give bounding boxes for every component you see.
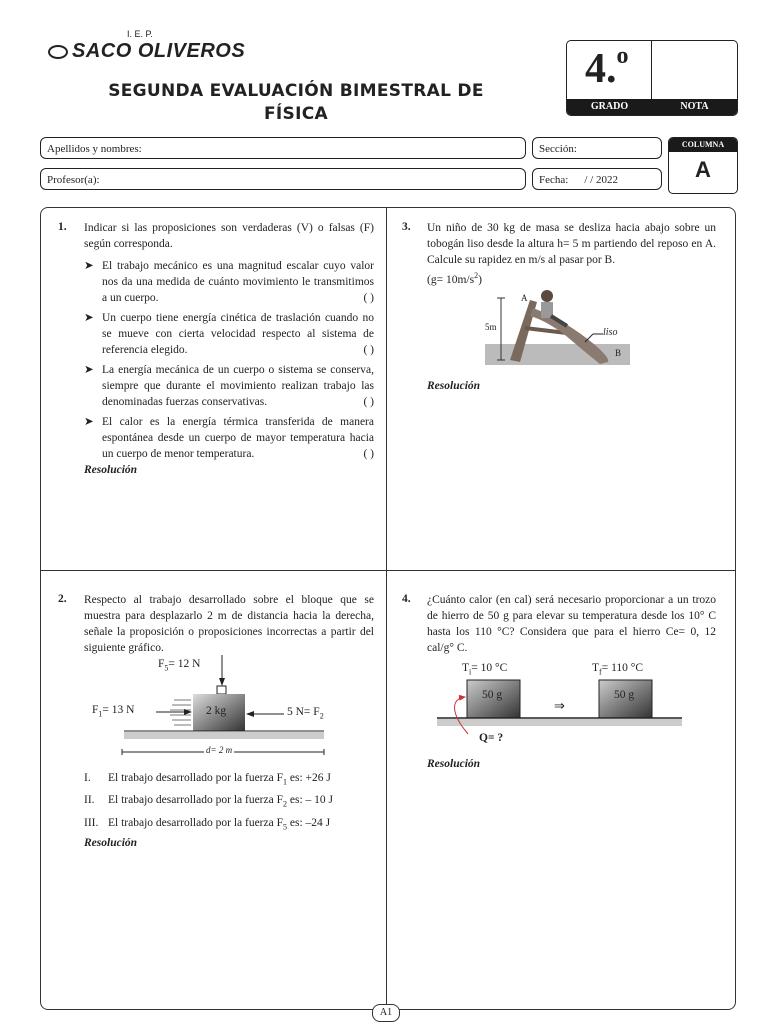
school-name: SACO OLIVEROS	[72, 40, 246, 62]
q1-item: ➤ El calor es la energía térmica transferida de manera espontánea desde un cuerpo de mayor temperatura hacia un cuerpo de menor temperatura. ( )	[84, 416, 374, 460]
q2-resolution-label: Resolución	[84, 836, 138, 849]
q1-item: ➤ La energía mecánica de un cuerpo o sistema se conserva, siempre que durante el movimiento realizan trabajo las denominadas fuerzas conservativas. ( )	[84, 364, 374, 408]
name-field[interactable]	[40, 137, 526, 159]
q3-gravity: $(g= 10m/s^2)$	[427, 271, 482, 286]
slide-diagram	[485, 290, 635, 365]
grade-label: GRADO	[590, 101, 629, 112]
heat-diagram	[437, 660, 692, 750]
q1-number: 1.	[58, 221, 67, 233]
question-3	[427, 220, 716, 288]
column-label: COLUMNA	[669, 138, 737, 152]
q3-number: 3.	[402, 221, 411, 233]
question-1	[84, 220, 374, 476]
q1-item: ➤ Un cuerpo tiene energía cinética de traslación cuando no se mueve con cierta velocidad respecto al sistema de referencia elegido. ( )	[84, 312, 374, 356]
teacher-label: Profesor(a):	[47, 174, 100, 186]
q1-text: Indicar si las proposiciones son verdaderas (V) o falsas (F) según corresponda.	[84, 222, 374, 250]
force-diagram	[84, 655, 374, 760]
section-label: Sección:	[539, 143, 577, 155]
transition-arrow-icon: ⇒	[554, 698, 565, 713]
answer-blank[interactable]: ( )	[363, 344, 374, 356]
bullet-arrow-icon: ➤	[84, 364, 94, 376]
teacher-field[interactable]	[40, 168, 526, 190]
score-label: NOTA	[680, 101, 709, 112]
q2-propositions	[84, 769, 384, 849]
name-label: Apellidos y nombres:	[47, 143, 142, 155]
q2-text: Respecto al trabajo desarrollado sobre el bloque que se muestra para desplazarlo 2 m de distancia hacia la derecha, señale la proposición o proposiciones incorrectas a partir del siguiente gráfico.	[84, 594, 374, 654]
q1-resolution-label: Resolución	[84, 464, 138, 476]
date-value: / / 2022	[584, 174, 618, 186]
bullet-arrow-icon: ➤	[84, 260, 94, 272]
q4-number: 4.	[402, 593, 411, 605]
point-a-label: A	[521, 293, 528, 303]
title-line-2: FÍSICA	[264, 104, 328, 124]
grade-score-box	[566, 40, 738, 116]
column-divider	[386, 207, 387, 1010]
q4-resolution-label: Resolución	[427, 758, 481, 770]
mass-final-label: 50 g	[614, 689, 635, 701]
answer-blank[interactable]: ( )	[363, 448, 374, 460]
q2-number: 2.	[58, 593, 67, 605]
distance-label: d= 2 m	[206, 745, 233, 755]
block-mass-label: 2 kg	[206, 705, 227, 717]
score-input[interactable]	[653, 41, 737, 99]
proposition: III. El trabajo desarrollado por la fuerza $F_5$ es: –24 J	[84, 816, 331, 831]
bullet-arrow-icon: ➤	[84, 312, 94, 324]
column-box	[668, 137, 738, 194]
page-number: A1	[372, 1004, 400, 1022]
point-b-label: B	[615, 348, 622, 358]
heat-label: Q= ?	[479, 732, 504, 744]
mass-initial-label: 50 g	[482, 689, 503, 701]
logo-icon	[48, 45, 68, 59]
proposition: I. El trabajo desarrollado por la fuerza $F_1$ es: +26 J	[84, 772, 331, 787]
q4-text: ¿Cuánto calor (en cal) será necesario proporcionar a un trozo de hierro de 50 g para elevar su temperatura desde los 10° C hasta los 110 °C? Considera que para el hierro Ce= 0, 12 cal/g° C.	[427, 594, 716, 654]
proposition: II. El trabajo desarrollado por la fuerza $F_2$ es: – 10 J	[84, 794, 333, 809]
force-f5-label: $F_5= 12$ N	[158, 658, 201, 673]
school-logo	[48, 40, 245, 63]
answer-blank[interactable]: ( )	[363, 292, 374, 304]
initial-temp-label: $T_i= 10$ °C	[462, 662, 508, 677]
exam-title	[90, 80, 502, 126]
column-value: A	[695, 157, 711, 182]
answer-blank[interactable]: ( )	[363, 396, 374, 408]
force-f1-label: $F_1= 13$ N	[92, 704, 135, 719]
q1-item: ➤ El trabajo mecánico es una magnitud escalar cuyo valor nos da una medida de cuánto movimiento le transmitimos a un cuerpo. ( )	[84, 260, 374, 304]
final-temp-label: $T_f= 110$ °C	[592, 662, 644, 677]
date-label: Fecha:	[539, 174, 569, 186]
date-field[interactable]	[532, 168, 662, 190]
grade-value: 4.$^o$	[585, 43, 629, 92]
bullet-arrow-icon: ➤	[84, 416, 94, 428]
force-f2-label: 5 $N= F_2$	[287, 706, 324, 721]
height-label: 5m	[485, 322, 497, 332]
row-divider	[40, 570, 736, 571]
title-line-1: SEGUNDA EVALUACIÓN BIMESTRAL DE	[108, 81, 484, 101]
institution-prefix: I. E. P.	[127, 29, 153, 39]
q3-text: Un niño de 30 kg de masa se desliza hacia abajo sobre un tobogán liso desde la altura h= 5 m partiendo del reposo en A. Calcule su rapidez en m/s al pasar por B.	[427, 222, 716, 266]
section-field[interactable]	[532, 137, 662, 159]
surface-label: liso	[603, 327, 618, 338]
q3-resolution-label: Resolución	[427, 380, 481, 392]
